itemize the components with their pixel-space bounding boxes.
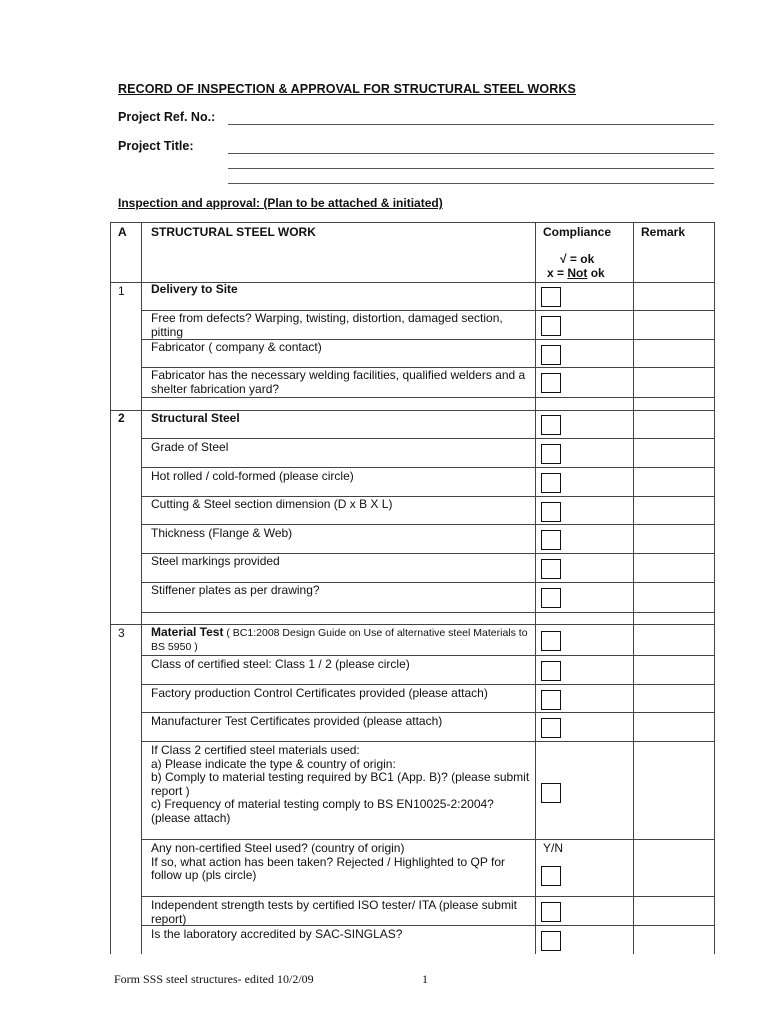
item-steel-markings: Steel markings provided bbox=[151, 554, 280, 568]
document-title: RECORD OF INSPECTION & APPROVAL FOR STRUCTURAL STEEL WORKS bbox=[118, 82, 576, 96]
compliance-checkbox[interactable] bbox=[541, 902, 561, 922]
section-1-title: Delivery to Site bbox=[151, 282, 238, 296]
compliance-checkbox[interactable] bbox=[541, 783, 561, 803]
compliance-checkbox[interactable] bbox=[541, 502, 561, 522]
section-3-note: ( BC1:2008 Design Guide on Use of alternative steel Materials to BS 5950 ) bbox=[151, 627, 528, 653]
item-free-from-defects: Free from defects? Warping, twisting, distortion, damaged section, pitting bbox=[151, 311, 503, 339]
project-title-line-2[interactable] bbox=[228, 168, 714, 169]
inspection-heading: Inspection and approval: (Plan to be attached & initiated) bbox=[118, 196, 443, 210]
compliance-checkbox[interactable] bbox=[541, 631, 561, 651]
footer-form-name: Form SSS steel structures- edited 10/2/09 bbox=[114, 972, 314, 986]
compliance-checkbox[interactable] bbox=[541, 718, 561, 738]
section-2-number: 2 bbox=[118, 411, 125, 425]
item-lab-accredited: Is the laboratory accredited by SAC-SINGLAS? bbox=[151, 927, 403, 941]
compliance-checkbox[interactable] bbox=[541, 345, 561, 365]
section-3-title-block bbox=[151, 626, 531, 653]
project-title-line-1[interactable] bbox=[228, 153, 714, 154]
item-fabricator-facilities: Fabricator has the necessary welding facilities, qualified welders and a shelter fabrication yard? bbox=[151, 368, 526, 396]
section-3-number: 3 bbox=[118, 626, 125, 640]
compliance-checkbox[interactable] bbox=[541, 559, 561, 579]
compliance-checkbox[interactable] bbox=[541, 444, 561, 464]
item-manufacturer-certs: Manufacturer Test Certificates provided (please attach) bbox=[151, 714, 443, 728]
item-independent-tests: Independent strength tests by certified ISO tester/ ITA (please submit report) bbox=[151, 898, 517, 926]
legend-ok: √ = ok bbox=[560, 252, 595, 266]
col-compliance-header: Compliance bbox=[543, 225, 612, 239]
item-cutting-dimension: Cutting & Steel section dimension (D x B X L) bbox=[151, 497, 393, 511]
compliance-checkbox[interactable] bbox=[541, 931, 561, 951]
item-class-certified: Class of certified steel: Class 1 / 2 (please circle) bbox=[151, 657, 410, 671]
compliance-checkbox[interactable] bbox=[541, 415, 561, 435]
compliance-checkbox[interactable] bbox=[541, 588, 561, 608]
compliance-checkbox[interactable] bbox=[541, 530, 561, 550]
compliance-checkbox[interactable] bbox=[541, 473, 561, 493]
compliance-checkbox[interactable] bbox=[541, 661, 561, 681]
compliance-checkbox[interactable] bbox=[541, 866, 561, 886]
section-2-title: Structural Steel bbox=[151, 411, 240, 425]
section-3-title: Material Test bbox=[151, 625, 224, 639]
compliance-checkbox[interactable] bbox=[541, 316, 561, 336]
project-ref-line[interactable] bbox=[228, 124, 714, 125]
yn-label: Y/N bbox=[543, 841, 564, 855]
item-non-certified: Any non-certified Steel used? (country of origin) If so, what action has been taken? Rejected / Highlighted to QP for follow up (pls circle) bbox=[151, 841, 505, 882]
col-work-header: STRUCTURAL STEEL WORK bbox=[151, 225, 316, 239]
col-a-header: A bbox=[118, 225, 127, 239]
item-stiffener-plates: Stiffener plates as per drawing? bbox=[151, 583, 320, 597]
project-ref-label: Project Ref. No.: bbox=[118, 110, 216, 124]
compliance-checkbox[interactable] bbox=[541, 690, 561, 710]
item-thickness: Thickness (Flange & Web) bbox=[151, 526, 293, 540]
compliance-checkbox[interactable] bbox=[541, 373, 561, 393]
section-1-number: 1 bbox=[118, 284, 125, 298]
footer-page-number: 1 bbox=[422, 972, 428, 986]
col-remark-header: Remark bbox=[641, 225, 686, 239]
item-class-2-details: If Class 2 certified steel materials used: a) Please indicate the type & country of origin: b) Comply to material testing required by BC1 (App. B)? (please submit report ) c) Frequency of material testing comply to BS EN10025-2:2004? (please attach) bbox=[151, 743, 530, 825]
compliance-checkbox[interactable] bbox=[541, 287, 561, 307]
item-factory-control: Factory production Control Certificates provided (please attach) bbox=[151, 686, 488, 700]
item-hot-rolled: Hot rolled / cold-formed (please circle) bbox=[151, 469, 354, 483]
item-grade-of-steel: Grade of Steel bbox=[151, 440, 229, 454]
item-fabricator: Fabricator ( company & contact) bbox=[151, 340, 322, 354]
legend-not-ok: x = Not ok bbox=[547, 266, 605, 280]
project-title-label: Project Title: bbox=[118, 139, 194, 153]
project-title-line-3[interactable] bbox=[228, 183, 714, 184]
